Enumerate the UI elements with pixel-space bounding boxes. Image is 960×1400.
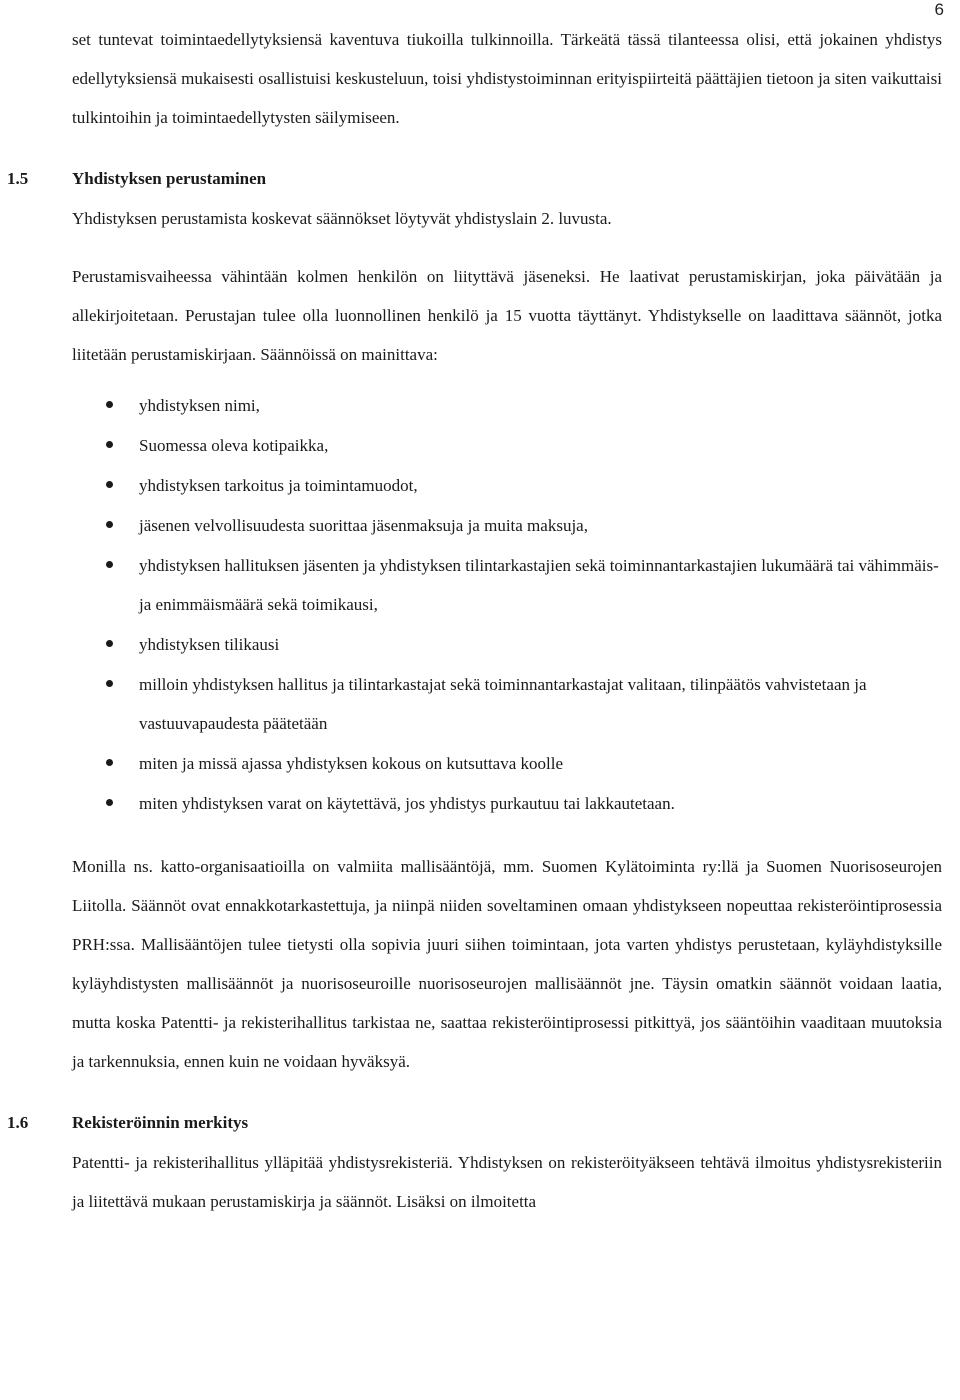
section-1-5-paragraph-3: Monilla ns. katto-organisaatioilla on valmiita mallisääntöjä, mm. Suomen Kylätoiminta ry:llä ja Suomen Nuorisoseurojen Liitolla. Säännöt ovat ennakkotarkastettuja, ja niinpä niiden soveltaminen omaan yhdistykseen nopeuttaa rekisteröintiprosessia PRH:ssa. Mallisääntöjen tulee tietysti olla sopivia juuri siihen toimintaan, jota varten yhdistys perustetaan, kyläyhdistyksille kyläyhdistysten mallisäännöt ja nuorisoseuroille nuorisoseurojen mallisäännöt jne. Täysin omatkin säännöt voidaan laatia, mutta koska Patentti- ja rekisterihallitus tarkistaa ne, saattaa rekisteröintiprosessi pitkittyä, jos sääntöihin vaaditaan muutoksia ja tarkennuksia, ennen kuin ne voidaan hyväksyä. [72, 857, 942, 1071]
intro-paragraph: set tuntevat toimintaedellytyksiensä kaventuva tiukoilla tulkinnoilla. Tärkeätä tässä tilanteessa olisi, että jokainen yhdistys edellytyksiensä mukaisesti osallistuisi keskusteluun, toisi yhdistystoiminnan erityispiirteitä päättäjien tietoon ja siten vaikuttaisi tulkintoihin ja toimintaedellytysten säilymiseen. [72, 30, 942, 127]
list-item: yhdistyksen tarkoitus ja toimintamuodot, [72, 466, 942, 505]
bullet-icon [106, 680, 113, 687]
list-item: miten yhdistyksen varat on käytettävä, jos yhdistys purkautuu tai lakkautetaan. [72, 784, 942, 823]
list-item: yhdistyksen hallituksen jäsenten ja yhdistyksen tilintarkastajien sekä toiminnantarkastajien lukumäärä tai vähimmäis- ja enimmäismäärä sekä toimikausi, [72, 546, 942, 624]
list-item: yhdistyksen nimi, [72, 386, 942, 425]
spacer [72, 137, 942, 159]
bullet-icon [106, 441, 113, 448]
list-item: yhdistyksen tilikausi [72, 625, 942, 664]
page-number: 6 [934, 0, 944, 19]
bullet-icon [106, 481, 113, 488]
list-item: miten ja missä ajassa yhdistyksen kokous on kutsuttava koolle [72, 744, 942, 783]
section-1-6-paragraph-1: Patentti- ja rekisterihallitus ylläpitää yhdistysrekisteriä. Yhdistyksen on rekisteröityäkseen tehtävä ilmoitus yhdistysrekisteriin ja liitettävä mukaan perustamiskirja ja säännöt. Lisäksi on ilmoitetta [72, 1153, 942, 1211]
bullet-icon [106, 799, 113, 806]
bullet-icon [106, 521, 113, 528]
section-heading-1-6 [7, 1103, 942, 1143]
requirements-list [72, 386, 942, 823]
section-heading-1-5 [7, 159, 942, 199]
spacer [72, 823, 942, 847]
bullet-icon [106, 640, 113, 647]
section-title: Rekisteröinnin merkitys [72, 1113, 249, 1132]
section-number: 1.6 [7, 1113, 29, 1132]
section-1-5-paragraph-1: Yhdistyksen perustamista koskevat säännökset löytyvät yhdistyslain 2. luvusta. [72, 209, 612, 228]
spacer [72, 238, 942, 257]
section-1-5-paragraph-2: Perustamisvaiheessa vähintään kolmen henkilön on liityttävä jäseneksi. He laativat perustamiskirjan, joka päivätään ja allekirjoitetaan. Perustajan tulee olla luonnollinen henkilö ja 15 vuotta täyttänyt. Yhdistykselle on laadittava säännöt, jotka liitetään perustamiskirjaan. Säännöissä on mainittava: [72, 267, 942, 364]
bullet-icon [106, 401, 113, 408]
list-item: Suomessa oleva kotipaikka, [72, 426, 942, 465]
list-item: milloin yhdistyksen hallitus ja tilintarkastajat sekä toiminnantarkastajat valitaan, tilinpäätös vahvistetaan ja vastuuvapaudesta päätetään [72, 665, 942, 743]
spacer [72, 1081, 942, 1103]
spacer [72, 374, 942, 386]
bullet-icon [106, 561, 113, 568]
document-body [7, 20, 942, 1221]
bullet-icon [106, 759, 113, 766]
list-item: jäsenen velvollisuudesta suorittaa jäsenmaksuja ja muita maksuja, [72, 506, 942, 545]
section-number: 1.5 [7, 169, 29, 188]
section-title: Yhdistyksen perustaminen [72, 169, 267, 188]
